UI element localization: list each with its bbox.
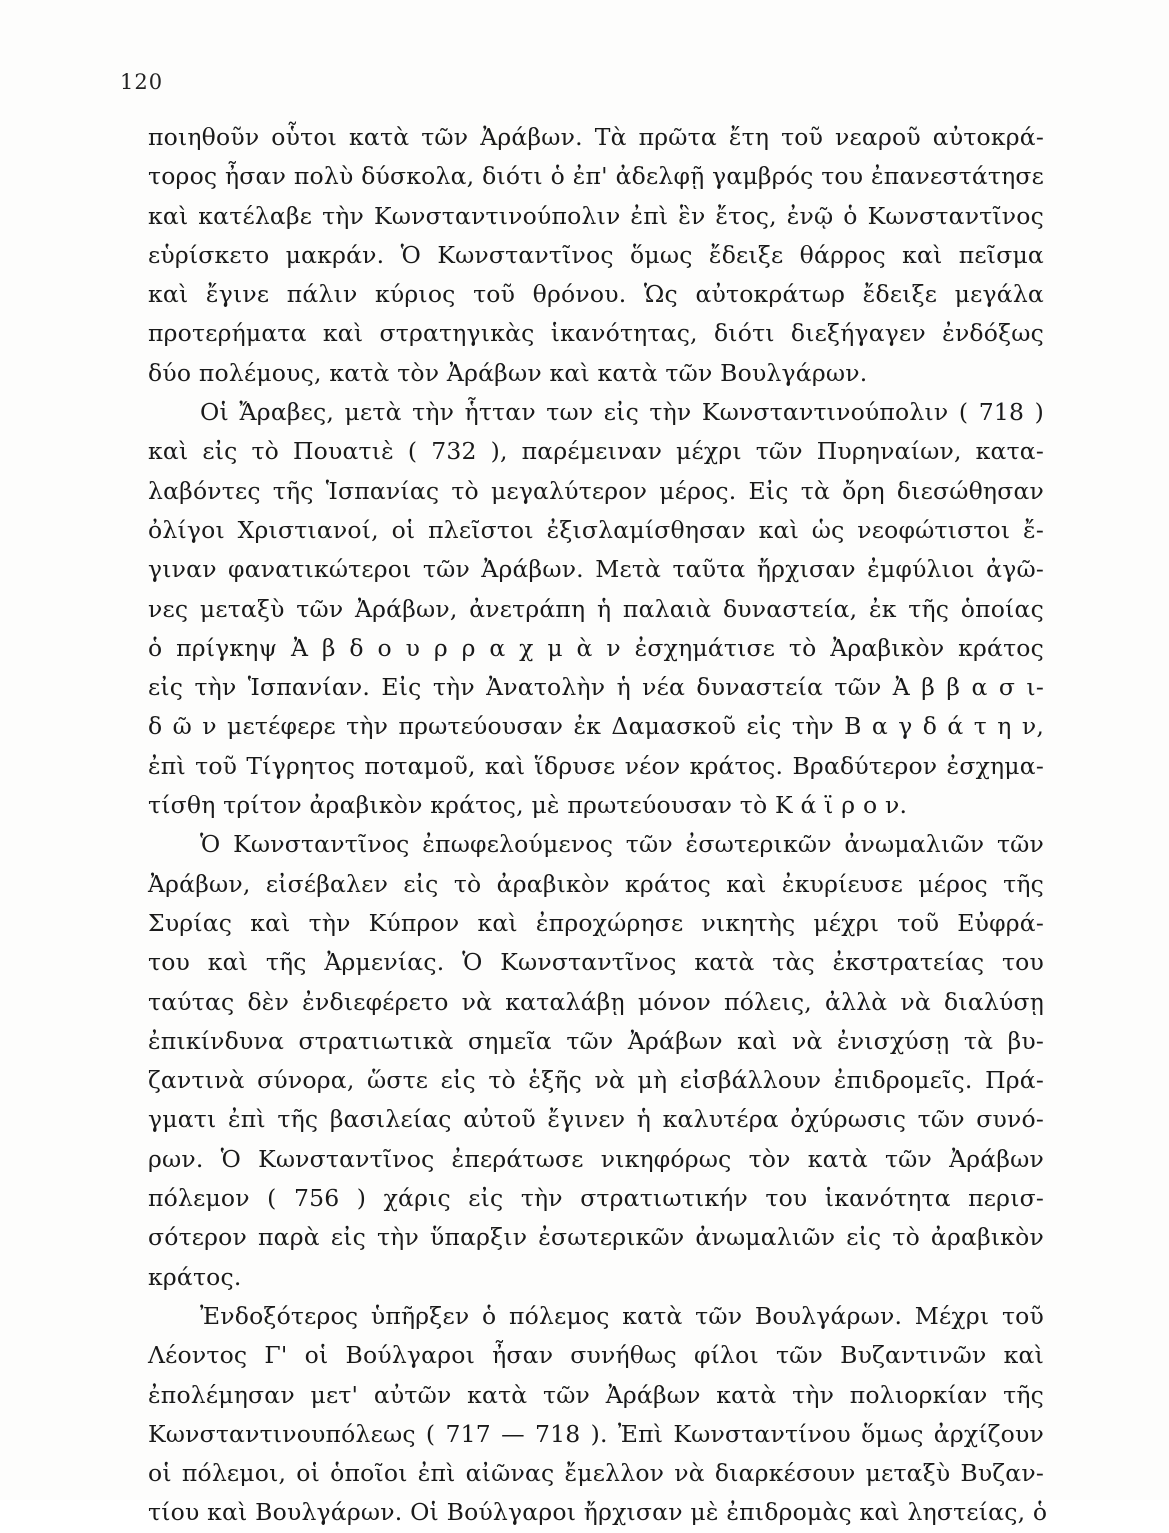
- text-line: ταύτας δὲν ἐνδιεφέρετο νὰ καταλάβῃ μόνον πόλεις, ἀλλὰ νὰ διαλύσῃ: [148, 987, 1044, 1016]
- text-line: του καὶ τῆς Ἀρμενίας. Ὁ Κωνσταντῖνος κατὰ τὰς ἐκστρατείας του: [148, 948, 1044, 977]
- text-line: δ ῶ ν μετέφερε τὴν πρωτεύουσαν ἐκ Δαμασκοῦ εἰς τὴν Β α γ δ ά τ η ν,: [148, 712, 1044, 741]
- text-line: Ἐνδοξότερος ὑπῆρξεν ὁ πόλεμος κατὰ τῶν Βουλγάρων. Μέχρι τοῦ: [200, 1301, 1044, 1330]
- text-line: ὀλίγοι Χριστιανοί, οἱ πλεῖστοι ἐξισλαμίσθησαν καὶ ὡς νεοφώτιστοι ἔ-: [148, 515, 1044, 544]
- text-line: τορος ἦσαν πολὺ δύσκολα, διότι ὁ ἐπ' ἀδελφῇ γαμβρός του ἐπανεστάτησε: [148, 162, 1044, 191]
- text-line: ἐπὶ τοῦ Τίγρητος ποταμοῦ, καὶ ἵδρυσε νέον κράτος. Βραδύτερον ἐσχημα-: [148, 751, 1044, 780]
- text-line: Ἀράβων, εἰσέβαλεν εἰς τὸ ἀραβικὸν κράτος καὶ ἐκυρίευσε μέρος τῆς: [148, 869, 1044, 898]
- text-line: ποιηθοῦν οὗτοι κατὰ τῶν Ἀράβων. Τὰ πρῶτα ἔτη τοῦ νεαροῦ αὐτοκρά-: [148, 123, 1044, 151]
- text-line: καὶ κατέλαβε τὴν Κωνσταντινούπολιν ἐπὶ ἓν ἔτος, ἐνῷ ὁ Κωνσταντῖνος: [148, 201, 1044, 230]
- text-line: Λέοντος Γ' οἱ Βούλγαροι ἦσαν συνήθως φίλοι τῶν Βυζαντινῶν καὶ: [148, 1341, 1044, 1370]
- text-line: γματι ἐπὶ τῆς βασιλείας αὐτοῦ ἔγινεν ἡ καλυτέρα ὀχύρωσις τῶν συνό-: [148, 1105, 1044, 1134]
- text-line: λαβόντες τῆς Ἱσπανίας τὸ μεγαλύτερον μέρος. Εἰς τὰ ὄρη διεσώθησαν: [148, 476, 1044, 505]
- text-line: γιναν φανατικώτεροι τῶν Ἀράβων. Μετὰ ταῦτα ἤρχισαν ἐμφύλιοι ἀγῶ-: [148, 555, 1044, 584]
- text-line: ζαντινὰ σύνορα, ὥστε εἰς τὸ ἑξῆς νὰ μὴ εἰσβάλλουν ἐπιδρομεῖς. Πρά-: [148, 1066, 1044, 1095]
- text-line: καὶ ἔγινε πάλιν κύριος τοῦ θρόνου. Ὡς αὐτοκράτωρ ἔδειξε μεγάλα: [148, 280, 1044, 309]
- text-line: Κωνσταντινουπόλεως ( 717 — 718 ). Ἐπὶ Κωνσταντίνου ὅμως ἀρχίζουν: [148, 1419, 1044, 1448]
- text-line: ὁ πρίγκηψ Ἀ β δ ο υ ρ ρ α χ μ ὰ ν ἐσχημάτισε τὸ Ἀραβικὸν κράτος: [148, 633, 1044, 662]
- text-line: κράτος.: [148, 1262, 242, 1291]
- text-line: σότερον παρὰ εἰς τὴν ὕπαρξιν ἐσωτερικῶν ἀνωμαλιῶν εἰς τὸ ἀραβικὸν: [148, 1223, 1044, 1252]
- text-line: Συρίας καὶ τὴν Κύπρον καὶ ἐπροχώρησε νικητὴς μέχρι τοῦ Εὐφρά-: [148, 908, 1044, 937]
- page-number: 120: [120, 70, 164, 94]
- text-line: πόλεμον ( 756 ) χάρις εἰς τὴν στρατιωτικήν του ἱκανότητα περισ-: [148, 1184, 1044, 1213]
- text-line: Οἱ Ἄραβες, μετὰ τὴν ἧτταν των εἰς τὴν Κωνσταντινούπολιν ( 718 ): [200, 398, 1044, 427]
- text-line: εἰς τὴν Ἱσπανίαν. Εἰς τὴν Ἀνατολὴν ἡ νέα δυναστεία τῶν Ἀ β β α σ ι-: [148, 673, 1044, 702]
- text-line: ρων. Ὁ Κωνσταντῖνος ἐπεράτωσε νικηφόρως τὸν κατὰ τῶν Ἀράβων: [148, 1144, 1044, 1173]
- text-line: οἱ πόλεμοι, οἱ ὁποῖοι ἐπὶ αἰῶνας ἔμελλον νὰ διαρκέσουν μεταξὺ Βυζαν-: [148, 1459, 1044, 1488]
- text-line: νες μεταξὺ τῶν Ἀράβων, ἀνετράπη ἡ παλαιὰ δυναστεία, ἐκ τῆς ὁποίας: [148, 594, 1044, 623]
- text-line: προτερήματα καὶ στρατηγικὰς ἱκανότητας, διότι διεξήγαγεν ἐνδόξως: [148, 319, 1044, 348]
- text-line: εὑρίσκετο μακράν. Ὁ Κωνσταντῖνος ὅμως ἔδειξε θάρρος καὶ πεῖσμα: [148, 240, 1044, 269]
- text-line: τίου καὶ Βουλγάρων. Οἱ Βούλγαροι ἤρχισαν μὲ ἐπιδρομὰς καὶ ληστείας, ὁ: [148, 1498, 1048, 1527]
- text-line: ἐπικίνδυνα στρατιωτικὰ σημεῖα τῶν Ἀράβων καὶ νὰ ἐνισχύσῃ τὰ βυ-: [148, 1026, 1044, 1055]
- text-line: τίσθη τρίτον ἀραβικὸν κράτος, μὲ πρωτεύουσαν τὸ Κ ά ϊ ρ ο ν.: [148, 791, 908, 820]
- text-line: Ὁ Κωνσταντῖνος ἐπωφελούμενος τῶν ἐσωτερικῶν ἀνωμαλιῶν τῶν: [200, 830, 1044, 859]
- text-line: ἐπολέμησαν μετ' αὐτῶν κατὰ τῶν Ἀράβων κατὰ τὴν πολιορκίαν τῆς: [148, 1380, 1044, 1409]
- body-text: [148, 118, 1048, 1533]
- text-line: καὶ εἰς τὸ Πουατιὲ ( 732 ), παρέμειναν μέχρι τῶν Πυρηναίων, κατα-: [148, 437, 1044, 466]
- text-line: δύο πολέμους, κατὰ τὸν Ἀράβων καὶ κατὰ τῶν Βουλγάρων.: [148, 358, 868, 387]
